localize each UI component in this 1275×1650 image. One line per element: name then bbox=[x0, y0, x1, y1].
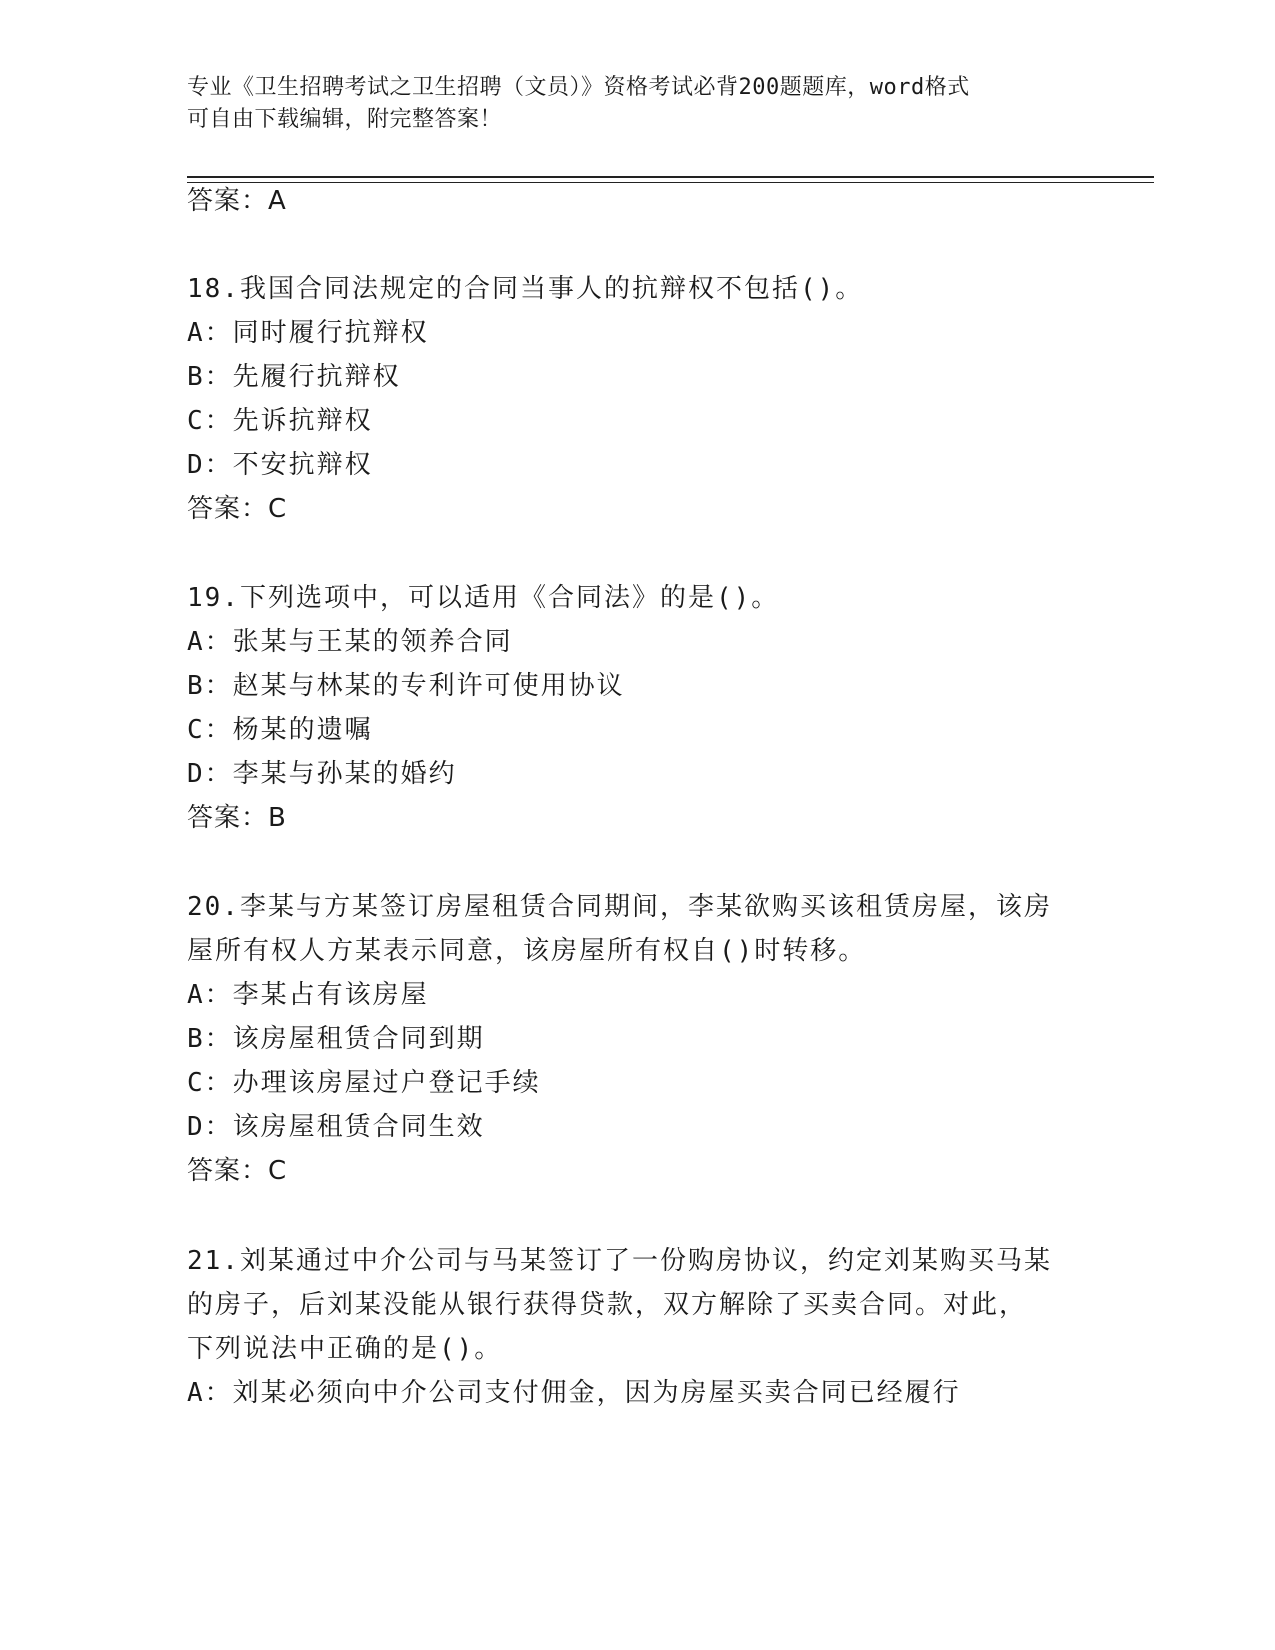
question-21-stem-line-3: 下列说法中正确的是()。 bbox=[187, 1334, 503, 1364]
header-rule-thick bbox=[187, 176, 1154, 178]
previous-answer: 答案：A bbox=[187, 186, 287, 216]
question-21-stem-line-1: 21.刘某通过中介公司与马某签订了一份购房协议，约定刘某购买马某 bbox=[187, 1246, 1052, 1276]
question-20-stem-line-2: 屋所有权人方某表示同意，该房屋所有权自()时转移。 bbox=[187, 936, 867, 966]
question-20-option-b: B：该房屋租赁合同到期 bbox=[187, 1024, 485, 1054]
question-21-option-a: A：刘某必须向中介公司支付佣金，因为房屋买卖合同已经履行 bbox=[187, 1378, 961, 1408]
header-rule-thin bbox=[187, 182, 1154, 183]
question-19-answer: 答案：B bbox=[187, 803, 287, 833]
question-19-option-b: B：赵某与林某的专利许可使用协议 bbox=[187, 671, 625, 701]
question-20-option-c: C：办理该房屋过户登记手续 bbox=[187, 1068, 541, 1098]
document-header bbox=[187, 72, 1067, 136]
question-19-option-a: A：张某与王某的领养合同 bbox=[187, 627, 513, 657]
question-18-stem: 18.我国合同法规定的合同当事人的抗辩权不包括()。 bbox=[187, 274, 864, 304]
header-line-2: 可自由下载编辑，附完整答案！ bbox=[187, 107, 503, 132]
question-20-answer: 答案：C bbox=[187, 1156, 288, 1186]
question-18-option-b: B：先履行抗辩权 bbox=[187, 362, 401, 392]
question-18-option-d: D：不安抗辩权 bbox=[187, 450, 373, 480]
question-19-option-c: C：杨某的遗嘱 bbox=[187, 715, 373, 745]
question-20-option-a: A：李某占有该房屋 bbox=[187, 980, 429, 1010]
question-20-option-d: D：该房屋租赁合同生效 bbox=[187, 1112, 485, 1142]
question-19-option-d: D：李某与孙某的婚约 bbox=[187, 759, 457, 789]
question-18-option-c: C：先诉抗辩权 bbox=[187, 406, 373, 436]
header-line-1: 专业《卫生招聘考试之卫生招聘（文员）》资格考试必背200题题库，word格式 bbox=[187, 75, 970, 100]
question-20-stem-line-1: 20.李某与方某签订房屋租赁合同期间，李某欲购买该租赁房屋，该房 bbox=[187, 892, 1052, 922]
question-21-stem-line-2: 的房子，后刘某没能从银行获得贷款，双方解除了买卖合同。对此， bbox=[187, 1290, 1028, 1320]
question-18-option-a: A：同时履行抗辩权 bbox=[187, 318, 429, 348]
question-18-answer: 答案：C bbox=[187, 494, 288, 524]
question-19-stem: 19.下列选项中，可以适用《合同法》的是()。 bbox=[187, 583, 780, 613]
